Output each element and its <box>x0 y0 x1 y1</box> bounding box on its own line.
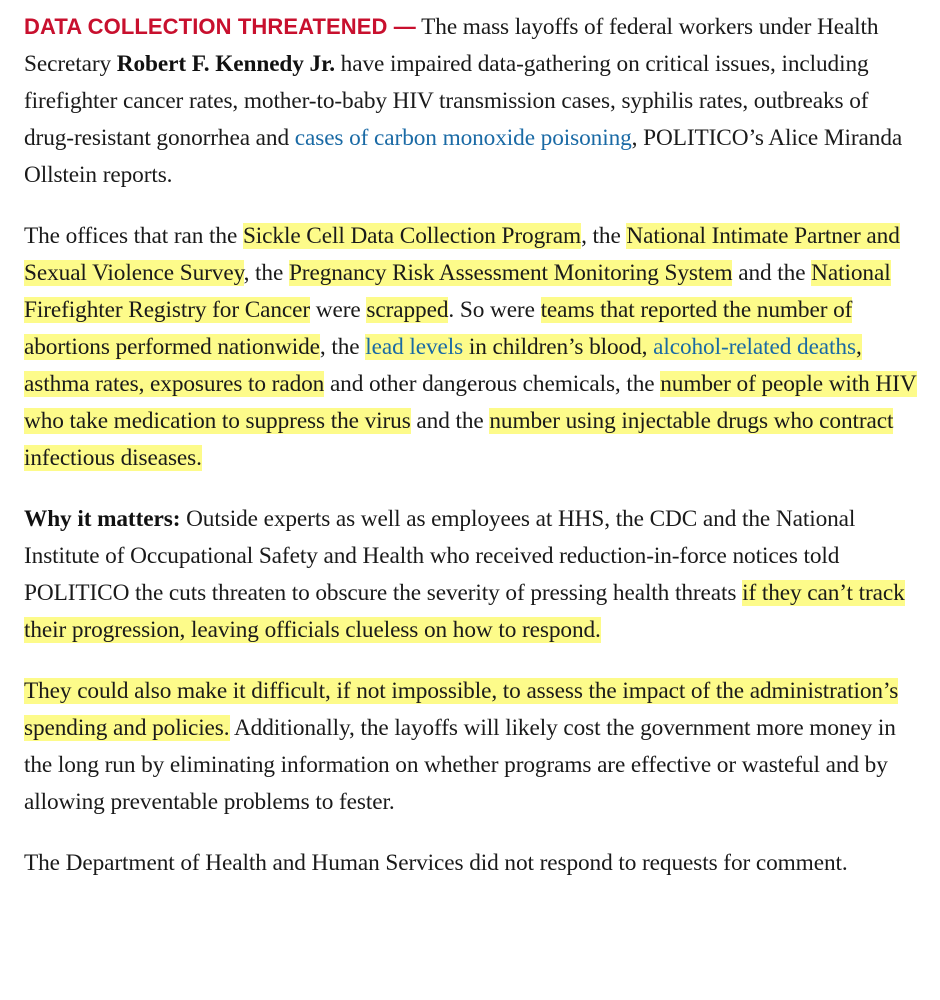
highlight-childrens-blood: in children’s blood, <box>463 334 654 360</box>
paragraph-data-collection <box>24 8 920 194</box>
highlight-abortion-teams: teams that reported the number of abortions performed nationwide <box>24 297 853 360</box>
p1-text-2: have impaired data-gathering on critical issues, including firefighter cancer rates, mother-to-baby HIV transmission cases, syphilis rates, outbreaks of drug-resistant gonorrhea and <box>24 51 869 151</box>
p2-text-1: The offices that ran the <box>24 223 243 249</box>
p2-text-9: and the <box>410 408 490 434</box>
highlight-violence-survey: National Intimate Partner and Sexual Violence Survey <box>24 223 900 286</box>
paragraph-hhs-response <box>24 845 920 882</box>
section-kicker: DATA COLLECTION THREATENED — <box>24 14 416 39</box>
p2-text-3: , the <box>243 260 289 286</box>
p2-text-5: were <box>310 297 367 323</box>
paragraph-impact <box>24 673 920 821</box>
person-name: Robert F. Kennedy Jr. <box>116 51 335 77</box>
highlight-sickle-cell: Sickle Cell Data Collection Program <box>242 223 582 249</box>
highlight-scrapped: scrapped <box>366 297 449 323</box>
highlight-asthma-radon: , asthma rates, exposures to radon <box>24 334 862 397</box>
paragraph-why-it-matters <box>24 501 920 649</box>
p4-text-1: Additionally, the layoffs will likely cost the government more money in the long run by eliminating information on whether programs are effective or wasteful and by allowing preventable problems to fester. <box>24 715 896 815</box>
p2-text-6: . So were <box>448 297 541 323</box>
highlight-pregnancy-risk: Pregnancy Risk Assessment Monitoring System <box>288 260 733 286</box>
highlight-injectable-drugs: number using injectable drugs who contract infectious diseases. <box>24 408 894 471</box>
p3-text-1: Outside experts as well as employees at HHS, the CDC and the National Institute of Occupational Safety and Health who received reduction-in-force notices told POLITICO the cuts threaten to obscure the severity of pressing health threats <box>24 506 856 606</box>
lead-levels-link[interactable]: lead levels <box>365 334 464 360</box>
p2-text-8: and other dangerous chemicals, the <box>324 371 661 397</box>
carbon-monoxide-link[interactable]: cases of carbon monoxide poisoning <box>294 125 632 151</box>
p1-text-3: , POLITICO’s Alice Miranda Ollstein reports. <box>24 125 903 188</box>
p2-text-4: and the <box>732 260 812 286</box>
alcohol-deaths-link[interactable]: alcohol-related deaths <box>653 334 856 360</box>
p5-text-1: The Department of Health and Human Services did not respond to requests for comment. <box>24 850 848 876</box>
highlight-hiv-medication: number of people with HIV who take medication to suppress the virus <box>24 371 917 434</box>
paragraph-offices <box>24 218 920 477</box>
p1-text-1: The mass layoffs of federal workers under Health Secretary <box>24 14 879 77</box>
p2-text-2: , the <box>581 223 627 249</box>
highlight-track-progression: if they can’t track their progression, leaving officials clueless on how to respond. <box>24 580 905 643</box>
p2-text-7: , the <box>319 334 366 360</box>
why-it-matters-label: Why it matters: <box>24 506 181 532</box>
highlight-firefighter-registry: National Firefighter Registry for Cancer <box>24 260 891 323</box>
highlight-assess-impact: They could also make it difficult, if not impossible, to assess the impact of the administration’s spending and policies. <box>24 678 899 741</box>
